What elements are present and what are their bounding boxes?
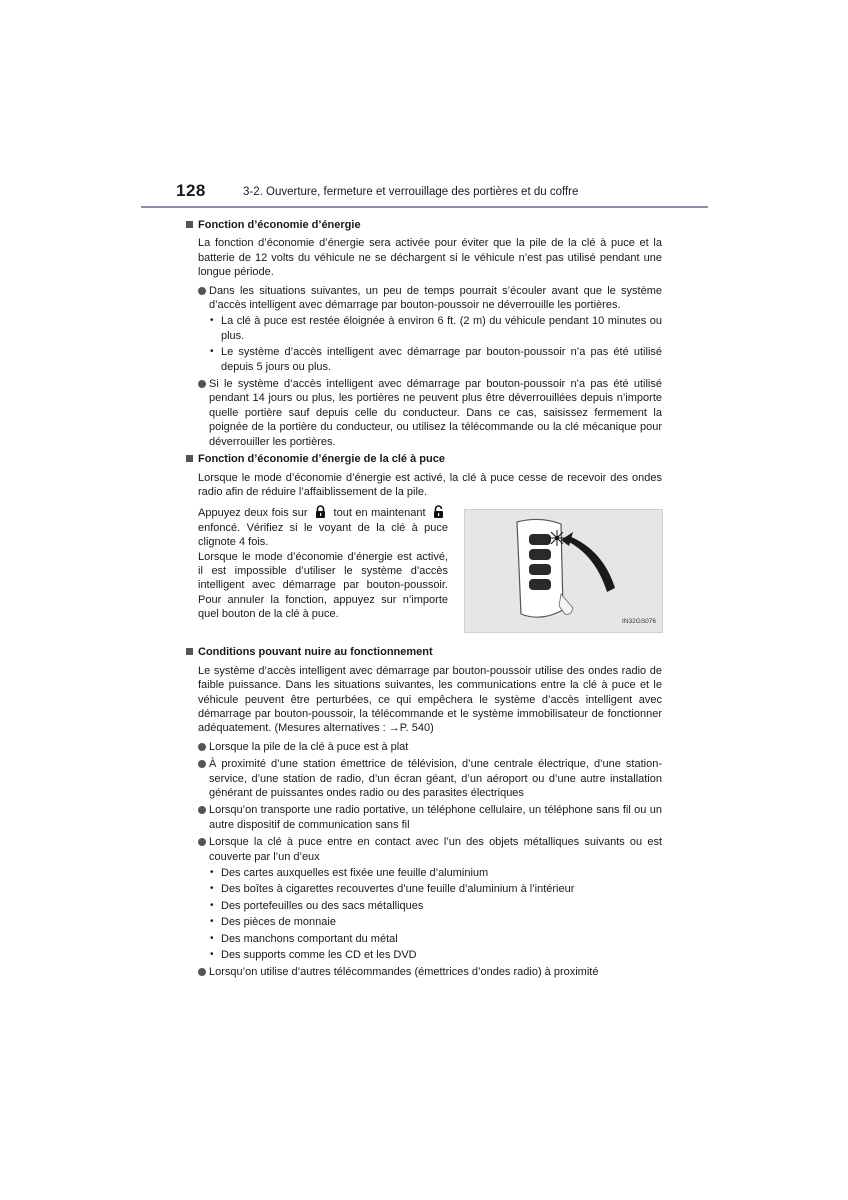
- sub-list-item: [209, 882, 662, 896]
- sub-bullet-list: [209, 314, 662, 374]
- sub-list-item: [209, 314, 662, 343]
- page-header: [176, 178, 706, 208]
- unlock-icon: [433, 505, 444, 518]
- list-item: [198, 757, 662, 800]
- round-bullet-icon: [198, 743, 206, 751]
- lock-button: [529, 534, 551, 545]
- round-bullet-icon: [198, 380, 206, 388]
- sub-bullet-list: [209, 866, 662, 962]
- small-bullet-icon: •: [210, 346, 214, 358]
- unlock-button: [529, 549, 551, 560]
- bullet-text: Lorsqu’on utilise d’autres télécommandes (émettrices d’ondes radio) à proximité: [209, 966, 599, 979]
- instruction-text-a: Appuyez deux fois sur: [198, 507, 308, 520]
- sub-bullet-text: Le système d’accès intelligent avec démarrage par bouton-poussoir n’a pas été utilisé depuis 5 jours ou plus.: [221, 346, 662, 373]
- sub-list-item: [209, 932, 662, 946]
- sub-bullet-text: Des supports comme les CD et les DVD: [221, 949, 417, 962]
- sub-list-item: [209, 915, 662, 929]
- sub-list-item: [209, 948, 662, 962]
- smart-key-illustration: [464, 509, 663, 633]
- list-item: [198, 803, 662, 832]
- small-bullet-icon: •: [210, 932, 214, 944]
- figure-code: IN32GS076: [622, 617, 656, 625]
- figure-instructions: [198, 505, 448, 621]
- sub-bullet-text: La clé à puce est restée éloignée à environ 6 ft. (2 m) du véhicule pendant 10 minutes ou plus.: [221, 315, 662, 342]
- sub-bullet-text: Des pièces de monnaie: [221, 916, 336, 929]
- small-bullet-icon: •: [210, 949, 214, 961]
- sub-bullet-text: Des boîtes à cigarettes recouvertes d’une feuille d’aluminium à l’intérieur: [221, 883, 575, 896]
- bullet-text: Lorsque la pile de la clé à puce est à plat: [209, 740, 409, 753]
- square-bullet-icon: [186, 648, 193, 655]
- instruction-text-b: tout en maintenant: [333, 507, 426, 520]
- square-bullet-icon: [186, 221, 193, 228]
- sub-list-item: [209, 899, 662, 913]
- round-bullet-icon: [198, 806, 206, 814]
- section-intro: La fonction d’économie d’énergie sera activée pour éviter que la pile de la clé à puce et la batterie de 12 volts du véhicule ne se déchargent si le véhicule n’est pas utilisé pendant une longue période.: [198, 237, 662, 279]
- round-bullet-icon: [198, 838, 206, 846]
- chapter-title: 3-2. Ouverture, fermeture et verrouillage des portières et du coffre: [243, 186, 579, 198]
- small-bullet-icon: •: [210, 916, 214, 928]
- section-title: Fonction d’économie d’énergie de la clé à puce: [198, 453, 445, 466]
- small-bullet-icon: •: [210, 315, 214, 327]
- section-title: Fonction d’économie d’énergie: [198, 219, 361, 231]
- small-bullet-icon: •: [210, 867, 214, 878]
- lock-icon: [315, 505, 326, 518]
- flash-indicator-icon: [549, 530, 565, 546]
- sub-list-item: [209, 866, 662, 880]
- sub-bullet-text: Des manchons comportant du métal: [221, 932, 398, 945]
- section-heading-energy-saving: [186, 218, 662, 232]
- list-item: [198, 377, 662, 449]
- round-bullet-icon: [198, 287, 206, 295]
- section-title: Conditions pouvant nuire au fonctionnement: [198, 646, 433, 659]
- section-intro: Le système d’accès intelligent avec démarrage par bouton-poussoir utilise des ondes radio de faible puissance. Dans les situations suivantes, les communications entre la clé à puce et le véhicule peuvent être perturbées, ce qui empêchera le système d’accès intelligent avec démarrage par bouton-poussoir, la télécommande et le système immobilisateur de fonctionner adéquatement. (Mesures alternatives : →P. 540): [198, 664, 662, 735]
- small-bullet-icon: •: [210, 899, 214, 911]
- instruction-text-d: Lorsque le mode d’économie d’énergie est activé, il est impossible d’utiliser le système d’accès intelligent avec démarrage par bouton-poussoir. Pour annuler la fonction, appuyez sur n’importe quel bouton de la clé à puce.: [198, 550, 448, 621]
- page-number: 128: [176, 181, 206, 200]
- sub-list-item: [209, 345, 662, 374]
- bullet-text: Si le système d’accès intelligent avec démarrage par bouton-poussoir n’a pas été utilisé pendant 14 jours ou plus, les portières ne peuvent plus être déverrouillées depuis n’importe quelle portière sauf depuis celle du conducteur. Dans ce cas, saisissez fermement la poignée de la portière du conducteur, ou utilisez la télécommande ou la clé mécanique pour déverrouiller les portières.: [209, 378, 662, 448]
- section-intro: Lorsque le mode d’économie d’énergie est activé, la clé à puce cesse de recevoir des ondes radio afin de réduire l’affaiblissement de la pile.: [198, 471, 662, 498]
- sub-bullet-text: Des cartes auxquelles est fixée une feuille d’aluminium: [221, 867, 489, 879]
- round-bullet-icon: [198, 968, 206, 976]
- section-heading-conditions: [186, 645, 662, 659]
- trunk-button: [529, 564, 551, 575]
- header-rule: [141, 206, 708, 208]
- bullet-text: À proximité d’une station émettrice de télévision, d’une centrale électrique, d’une station-service, d’une station de radio, d’un écran géant, d’un aéroport ou d’une autre installation générant de puissantes ondes radio ou des parasites électriques: [209, 758, 662, 799]
- square-bullet-icon: [186, 455, 193, 462]
- section-heading-key-energy-saving: [186, 452, 662, 466]
- bullet-text: Dans les situations suivantes, un peu de temps pourrait s’écouler avant que le système d’accès intelligent avec démarrage par bouton-poussoir ne déverrouille les portières.: [209, 284, 662, 312]
- list-item: [198, 835, 662, 962]
- panic-button: [529, 579, 551, 590]
- list-item: [198, 965, 662, 979]
- press-arrow-icon: [565, 536, 615, 592]
- sub-bullet-text: Des portefeuilles ou des sacs métalliques: [221, 899, 424, 912]
- round-bullet-icon: [198, 760, 206, 768]
- bullet-text: Lorsque la clé à puce entre en contact avec l’un des objets métalliques suivants ou est couverte par l’un d’eux: [209, 836, 662, 863]
- list-item: [198, 740, 662, 754]
- small-bullet-icon: •: [210, 883, 214, 895]
- list-item: [198, 284, 662, 374]
- page-content: [186, 216, 662, 983]
- instruction-text-c: enfoncé. Vérifiez si le voyant de la clé à puce clignote 4 fois.: [198, 521, 448, 549]
- bullet-text: Lorsqu’on transporte une radio portative, un téléphone cellulaire, un téléphone sans fil ou un autre dispositif de communication sans fil: [209, 804, 662, 831]
- bullet-list: [198, 284, 662, 449]
- bullet-list: [198, 740, 662, 980]
- key-figure-row: [198, 505, 662, 637]
